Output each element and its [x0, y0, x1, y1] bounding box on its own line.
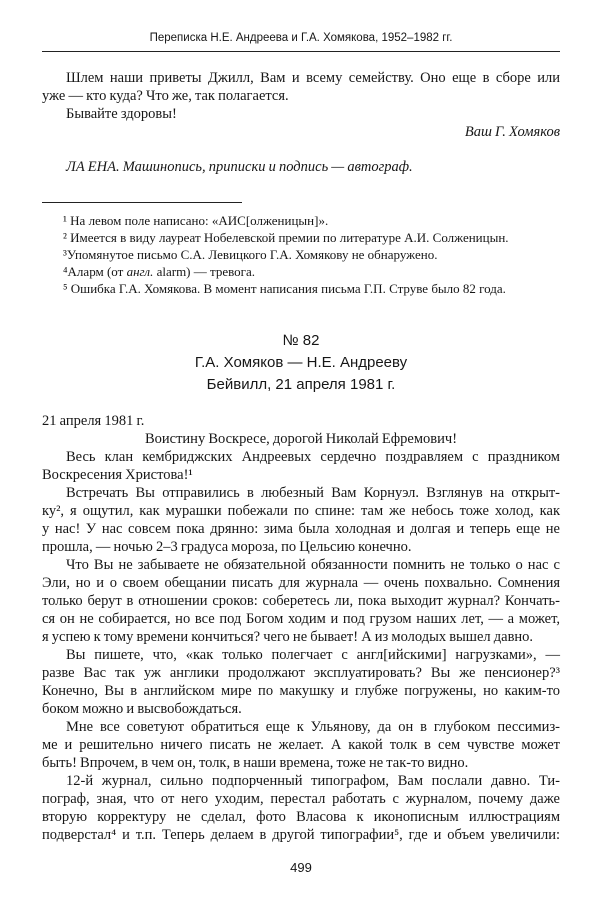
text-line: вторую корректуру не сделал, фото Власова к иконописным иллюстрациям: [42, 809, 560, 825]
footnotes: [42, 212, 560, 297]
running-head: Переписка Н.Е. Андреева и Г.А. Хомякова, 1952–1982 гг.: [149, 32, 453, 44]
text-line: пограф, зная, что от него уходим, перестал работать с журналом, почему даже: [42, 791, 560, 807]
text-line: Шлем наши приветы Джилл, Вам и всему семейству. Оно еще в сборе или: [66, 70, 560, 86]
letter-closing: [42, 69, 560, 141]
footnote-pre: Аларм (от: [67, 264, 127, 279]
footnote-num: ⁵: [63, 281, 68, 296]
text-line: Мне все советуют обратиться еще к Ульянову, да он в глубоком пессимиз-: [66, 719, 560, 735]
text-line: Бывайте здоровы!: [66, 106, 177, 122]
text-line: уже — кто куда? Что же, так полагается.: [42, 88, 289, 104]
text-line: быть! Впрочем, в чем он, толк, в наши времена, тоже не так-то видно.: [42, 755, 469, 771]
text-line: 21 апреля 1981 г.: [42, 413, 145, 429]
text-line: Воскресения Христова!¹: [42, 467, 193, 483]
document-place-date: Бейвилл, 21 апреля 1981 г.: [206, 376, 396, 393]
footnote: [42, 246, 560, 263]
text-line: прошла, — ночью 2–3 градуса мороза, по Цельсию конечно.: [42, 539, 412, 555]
footnote-it: англ.: [126, 264, 154, 279]
footnote-num: ¹: [63, 213, 67, 228]
text-line: Эли, но и о своем обещании писать для журнала — очень похвально. Сомнения: [42, 575, 560, 591]
text-line: Встречать Вы отправились в любезный Вам Корнуэл. Взглянув на открыт-: [66, 485, 560, 501]
text-line: боком можно и высвобождаться.: [42, 701, 242, 717]
text-line: Весь клан кембриджских Андреевых сердечно поздравляем с праздником: [66, 449, 560, 465]
footnote-num: ²: [63, 230, 67, 245]
text-line: 12-й журнал, сильно подпорченный типографом, Вам послали давно. Ти-: [66, 773, 560, 789]
text-line: разве Вас так уж англики продолжают эксплуатировать? Вы же пенсионер?³: [42, 665, 560, 681]
document-number: № 82: [282, 332, 320, 349]
document-parties: Г.А. Хомяков — Н.Е. Андрееву: [194, 354, 408, 371]
text-line: Конечно, Вы в английском мире по макушку и глубже погружены, но каким-то: [42, 683, 560, 699]
footnote-pre: На левом поле написано: «АИС[олженицын]».: [66, 213, 329, 228]
text-line: Вы пишете, что, «как только полегчает с англ[ийскими] нагрузками», —: [66, 647, 560, 663]
text-line: ся он не собирается, но все под Богом ходим и под грузом наших лет, — а может,: [42, 611, 560, 627]
footnote: [42, 263, 560, 280]
header-rule: [42, 51, 560, 52]
letter-body: [42, 412, 560, 844]
footnote: [42, 280, 560, 297]
text-line: Ваш Г. Хомяков: [464, 124, 560, 140]
text-line: ме и решительно ничего писать не желает. А какой толк в сем чувстве может: [42, 737, 560, 753]
text-line: подверстал⁴ и т.п. Теперь делаем в другой типографии⁵, где и объем увеличили:: [42, 827, 560, 843]
text-line: Воистину Воскресе, дорогой Николай Ефремович!: [144, 431, 458, 447]
footnote: [42, 229, 560, 246]
document-heading: [42, 330, 560, 396]
footnote-pre: Ошибка Г.А. Хомякова. В момент написания письма Г.П. Струве было 82 года.: [67, 281, 506, 296]
footnote-rule: [42, 202, 242, 203]
page-number: 499: [290, 860, 312, 875]
text-line: Что Вы не забываете не обязательной обязанности помнить не только о нас с: [66, 557, 560, 573]
archive-note-text: ЛА ЕНА. Машинопись, приписки и подпись — автограф.: [66, 159, 413, 175]
footnote-post: alarm) — тревога.: [153, 264, 256, 279]
archive-note: [42, 158, 560, 176]
footnote: [42, 212, 560, 229]
footnote-pre: Упомянутое письмо С.А. Левицкого Г.А. Хомякову не обнаружено.: [66, 247, 438, 262]
footnote-pre: Имеется в виду лауреат Нобелевской премии по литературе А.И. Солженицын.: [66, 230, 509, 245]
footnote-num: ³: [63, 247, 67, 262]
text-line: ку², я ощутил, как мурашки побежали по спине: там же небось тоже холод, как: [42, 503, 560, 519]
text-line: у нас! У нас совсем пока дрянно: зима была холодная и долгая и теперь еще не: [42, 521, 560, 537]
footnote-num: ⁴: [63, 264, 68, 279]
text-line: только берут в отношении сроков: соберетесь ли, пока выходит журнал? Кончать-: [42, 593, 560, 609]
text-line: я успею к тому времени кончиться? чего не бывает! А из молодых вышел давно.: [42, 629, 534, 645]
